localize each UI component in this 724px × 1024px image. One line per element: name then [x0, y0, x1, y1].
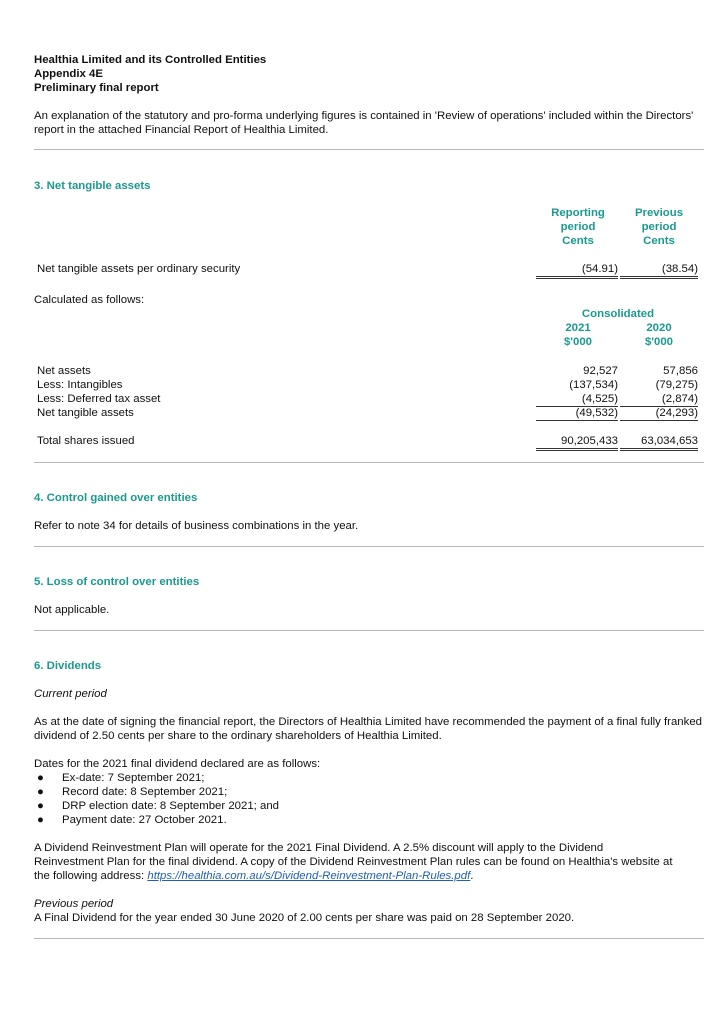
unit-previous: $'000: [644, 336, 674, 348]
section-4-title: 4. Control gained over entities: [34, 492, 198, 504]
company-name: Healthia Limited and its Controlled Entities: [34, 54, 267, 66]
shares-previous-value: 63,034,653: [620, 434, 698, 451]
drp-rules-link[interactable]: https://healthia.com.au/s/Dividend-Reinvestment-Plan-Rules.pdf: [147, 870, 471, 882]
nta-reporting-value: (54.91): [536, 262, 618, 279]
row-label: Net assets: [37, 365, 91, 377]
calc-label: Calculated as follows:: [34, 294, 145, 306]
bullet-icon: ●: [37, 786, 44, 798]
col-header-previous: Previous period Cents: [634, 207, 684, 247]
intro-paragraph: An explanation of the statutory and pro-forma underlying figures is contained in 'Review of operations' included within the Directors' report in the attached Financial Report of Healthia Limited.: [34, 110, 694, 136]
section-5-text: Not applicable.: [34, 604, 110, 616]
drp-paragraph: A Dividend Reinvestment Plan will operate for the 2021 Final Dividend. A 2.5% discount will apply to the Dividend Reinvestment Plan for the final dividend. A copy of the Dividend Reinvestment Plan rules can be found on Healthia's website at the following address: https://healthia.com.au/s/Dividend-Reinvestment-Plan-Rules.pdf.: [34, 842, 673, 882]
row-current-value: 92,527: [583, 365, 618, 377]
report-type: Preliminary final report: [34, 82, 159, 94]
section-6-title: 6. Dividends: [34, 660, 102, 672]
divider: [34, 462, 704, 463]
nta-previous-value: (38.54): [620, 262, 698, 279]
bullet-icon: ●: [37, 772, 44, 784]
year-current: 2021: [565, 322, 591, 334]
row-current-value: (137,534): [569, 379, 618, 391]
bullet-icon: ●: [37, 814, 44, 826]
row-label: Net tangible assets: [37, 407, 134, 419]
previous-period-label: Previous period: [34, 898, 114, 910]
year-previous: 2020: [646, 322, 672, 334]
row-current-value: (4,525): [536, 392, 618, 407]
list-item: Ex-date: 7 September 2021;: [62, 772, 205, 784]
previous-dividend-text: A Final Dividend for the year ended 30 June 2020 of 2.00 cents per share was paid on 28 September 2020.: [34, 912, 575, 924]
row-current-value: (49,532): [536, 406, 618, 421]
row-previous-value: (24,293): [620, 406, 698, 421]
divider: [34, 630, 704, 631]
row-label: Less: Deferred tax asset: [37, 393, 161, 405]
current-period-label: Current period: [34, 688, 107, 700]
unit-current: $'000: [563, 336, 593, 348]
divider: [34, 546, 704, 547]
dividend-recommendation: As at the date of signing the financial report, the Directors of Healthia Limited have recommended the payment of a final fully franked dividend of 2.50 cents per share to the ordinary shareholders of Healthia Limited.: [34, 716, 702, 742]
row-previous-value: (2,874): [620, 392, 698, 407]
section-4-text: Refer to note 34 for details of business combinations in the year.: [34, 520, 359, 532]
divider: [34, 938, 704, 939]
shares-current-value: 90,205,433: [536, 434, 618, 451]
section-3-title: 3. Net tangible assets: [34, 180, 151, 192]
col-header-reporting: Reporting period Cents: [551, 207, 605, 247]
row-label: Less: Intangibles: [37, 379, 123, 391]
shares-label: Total shares issued: [37, 435, 135, 447]
appendix-label: Appendix 4E: [34, 68, 103, 80]
list-item: Record date: 8 September 2021;: [62, 786, 228, 798]
divider: [34, 149, 704, 150]
drp-text: A Dividend Reinvestment Plan will operate for the 2021 Final Dividend. A 2.5% discount will apply to the Dividend Reinvestment Plan for the final dividend. A copy of the Dividend Reinvestment Plan rules can be found on Healthia's website at the following address:: [34, 842, 673, 882]
list-item: Payment date: 27 October 2021.: [62, 814, 227, 826]
nta-label: Net tangible assets per ordinary security: [37, 263, 241, 275]
list-item: DRP election date: 8 September 2021; and: [62, 800, 279, 812]
row-previous-value: (79,275): [655, 379, 698, 391]
section-5-title: 5. Loss of control over entities: [34, 576, 200, 588]
row-previous-value: 57,856: [663, 365, 698, 377]
consolidated-label: Consolidated: [581, 308, 655, 320]
bullet-icon: ●: [37, 800, 44, 812]
dividend-dates-intro: Dates for the 2021 final dividend declared are as follows:: [34, 758, 321, 770]
